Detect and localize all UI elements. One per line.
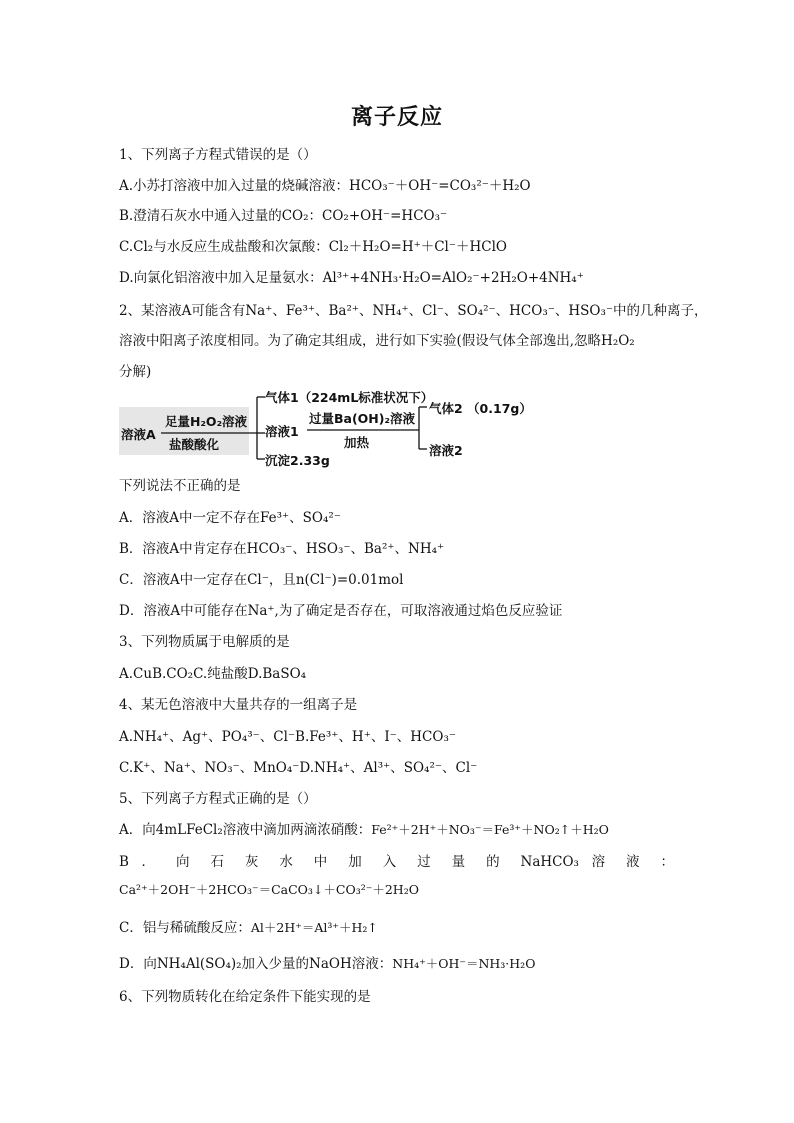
q5-option-a-text: A．向4mLFeCl₂溶液中滴加两滴浓硝酸：	[119, 822, 372, 838]
q5-option-c-formula: Al＋2H⁺＝Al³⁺＋H₂↑	[250, 920, 378, 935]
q5-stem: 5、下列离子方程式正确的是（）	[119, 791, 317, 807]
q3-stem: 3、下列物质属于电解质的是	[119, 634, 290, 650]
q5-option-d-text: D．向NH₄Al(SO₄)₂加入少量的NaOH溶液：	[119, 956, 393, 972]
q4-stem: 4、某无色溶液中大量共存的一组离子是	[119, 697, 358, 713]
precipitate-label: 沉淀2.33g	[265, 453, 330, 468]
gas1-label: 气体1（224mL标准状况下）	[265, 390, 434, 405]
q5-option-c	[119, 918, 378, 938]
q2-option-b: B．溶液A中肯定存在HCO₃⁻、HSO₃⁻、Ba²⁺、NH₄⁺	[119, 541, 445, 557]
solution2-label: 溶液2	[429, 443, 463, 458]
q2-stem-line3: 分解)	[119, 364, 152, 380]
q1-option-a: A.小苏打溶液中加入过量的烧碱溶液：HCO₃⁻＋OH⁻=CO₃²⁻＋H₂O	[119, 178, 531, 194]
reagent-h2o2-label: 足量H₂O₂溶液	[165, 414, 248, 429]
q3-options: A.CuB.CO₂C.纯盐酸D.BaSO₄	[119, 666, 307, 682]
q5-option-b-formula	[119, 880, 419, 900]
q2-question: 下列说法不正确的是	[119, 478, 241, 494]
page-title: 离子反应	[350, 105, 443, 130]
q5-option-c-text: C．铝与稀硫酸反应：	[119, 920, 251, 936]
q5-option-b-equation: Ca²⁺＋2OH⁻＋2HCO₃⁻＝CaCO₃↓＋CO₃²⁻＋2H₂O	[119, 882, 419, 897]
gas2-label: 气体2 （0.17g）	[429, 401, 532, 416]
q5-option-b-text: B ． 向 石 灰 水 中 加 入 过 量 的 NaHCO₃ 溶 液 ：	[119, 854, 674, 870]
reagent-baoh2-label: 过量Ba(OH)₂溶液	[309, 411, 415, 426]
q4-options-line1: A.NH₄⁺、Ag⁺、PO₄³⁻、Cl⁻B.Fe³⁺、H⁺、I⁻、HCO₃⁻	[119, 729, 456, 745]
q1-option-b: B.澄清石灰水中通入过量的CO₂：CO₂+OH⁻=HCO₃⁻	[119, 208, 448, 224]
q5-option-d-formula: NH₄⁺＋OH⁻＝NH₃·H₂O	[392, 956, 536, 971]
q2-stem-line2: 溶液中阳离子浓度相同。为了确定其组成，进行如下实验(假设气体全部逸出,忽略H₂O₂	[119, 333, 635, 349]
heating-label: 加热	[344, 435, 370, 450]
q1-stem: 1、下列离子方程式错误的是（）	[119, 147, 317, 163]
experiment-flow-diagram	[119, 385, 679, 470]
q4-options-line2: C.K⁺、Na⁺、NO₃⁻、MnO₄⁻D.NH₄⁺、Al³⁺、SO₄²⁻、Cl⁻	[119, 760, 478, 776]
q1-option-d: D.向氯化铝溶液中加入足量氨水：Al³⁺+4NH₃·H₂O=AlO₂⁻+2H₂O+4NH₄⁺	[119, 270, 584, 286]
q2-option-d: D．溶液A中可能存在Na⁺,为了确定是否存在，可取溶液通过焰色反应验证	[119, 603, 563, 619]
q5-option-d	[119, 954, 535, 974]
q1-option-c: C.Cl₂与水反应生成盐酸和次氯酸：Cl₂＋H₂O=H⁺＋Cl⁻＋HClO	[119, 239, 507, 255]
q2-stem-line1: 2、某溶液A可能含有Na⁺、Fe³⁺、Ba²⁺、NH₄⁺、Cl⁻、SO₄²⁻、HCO₃⁻、HSO₃⁻中的几种离子，	[119, 303, 708, 319]
solution-a-label: 溶液A	[121, 427, 156, 442]
q5-option-a-formula: Fe²⁺＋2H⁺＋NO₃⁻＝Fe³⁺＋NO₂↑＋H₂O	[371, 822, 609, 837]
solution1-label: 溶液1	[265, 424, 299, 439]
reagent-hcl-label: 盐酸酸化	[169, 437, 220, 452]
q2-option-a: A．溶液A中一定不存在Fe³⁺、SO₄²⁻	[119, 510, 341, 526]
q2-option-c: C．溶液A中一定存在Cl⁻，且n(Cl⁻)=0.01mol	[119, 572, 404, 588]
q5-option-a	[119, 820, 609, 840]
q6-stem: 6、下列物质转化在给定条件下能实现的是	[119, 989, 371, 1005]
